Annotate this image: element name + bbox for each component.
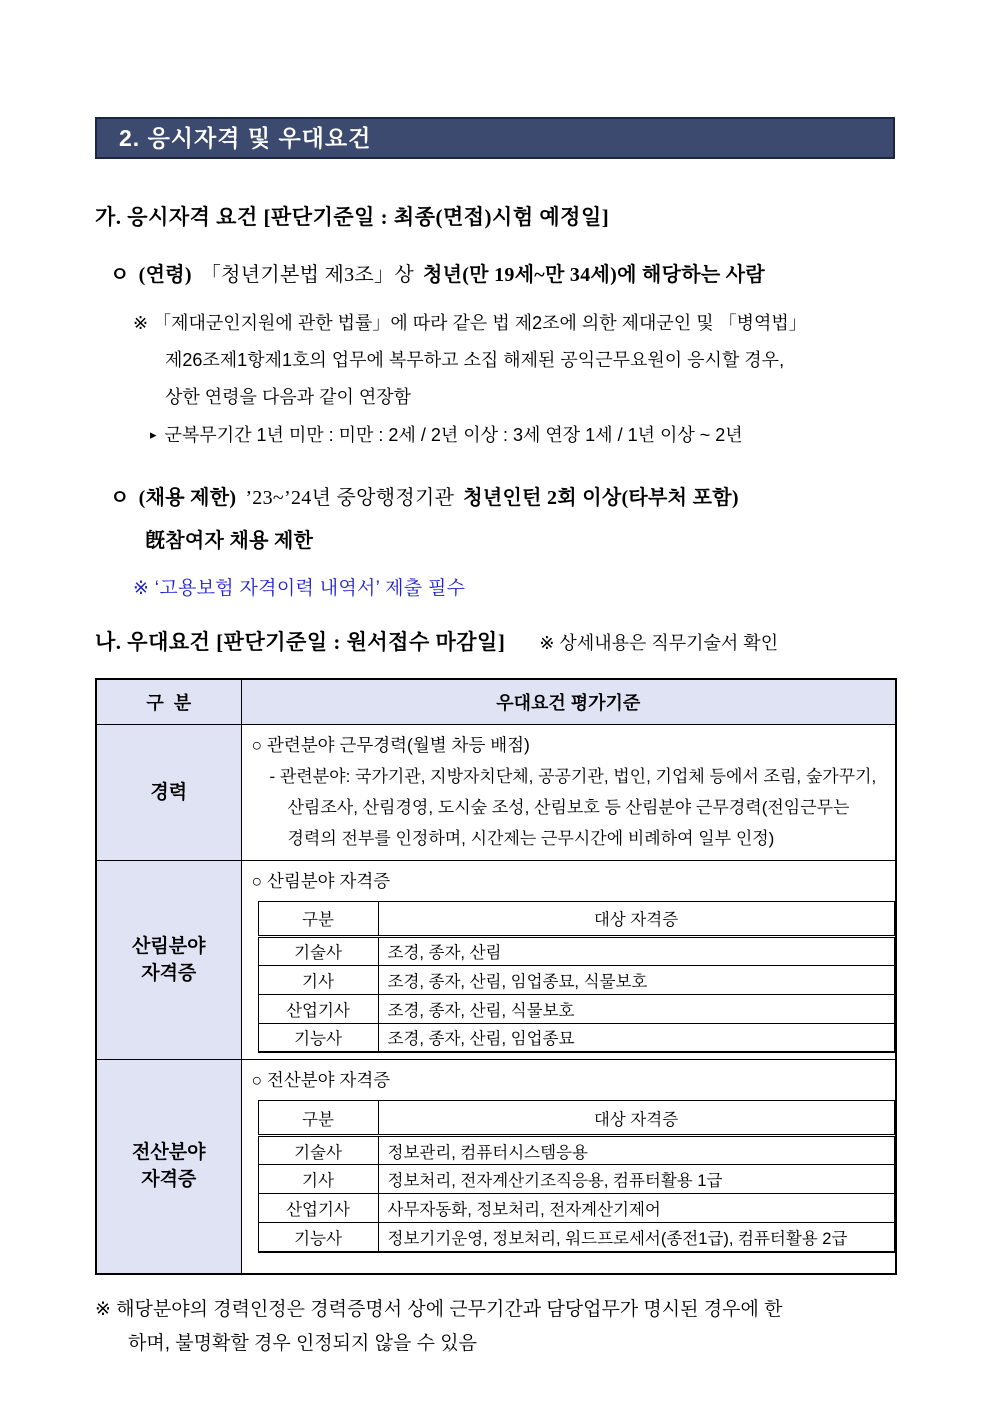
cert-list: 조경, 종자, 산림, 임업종묘, 식물보호 [378, 965, 894, 994]
career-detail-line-2: 산림조사, 산림경영, 도시숲 조성, 산림보호 등 산림분야 근무경력(전임근무는 [287, 797, 850, 817]
hiring-restriction-item [110, 481, 895, 510]
age-text: 「청년기본법 제3조」상 [200, 264, 414, 286]
cert-row [258, 1136, 894, 1165]
job-description-side-note: ※ 상세내용은 직무기술서 확인 [539, 633, 779, 653]
career-detail-line-3: 경력의 전부를 인정하며, 시간제는 근무시간에 비례하여 일부 인정) [287, 828, 775, 848]
military-extension-text: 군복무기간 1년 미만 : 미만 : 2세 / 2년 이상 : 3세 연장 1세 / 1년 이상 ~ 2년 [164, 425, 743, 445]
age-requirement-item [110, 258, 895, 287]
subsection-b-text: 나. 우대요건 [판단기준일 : 원서접수 마감일] [95, 630, 506, 654]
forestry-category-cell [96, 860, 241, 1060]
cert-list: 정보기기운영, 정보처리, 워드프로세서(종전1급), 컴퓨터활용 2급 [378, 1223, 894, 1252]
cert-type: 기능사 [258, 1223, 378, 1252]
subsection-b-title [95, 626, 895, 656]
cert-type: 기사 [258, 1165, 378, 1194]
cert-row [258, 994, 894, 1023]
cert-type: 산업기사 [258, 994, 378, 1023]
section-title: 2. 응시자격 및 우대요건 [119, 125, 372, 151]
cert-row [258, 1165, 894, 1194]
career-recognition-footnote [95, 1293, 895, 1361]
age-label: (연령) [138, 264, 192, 286]
computing-heading: ○ 전산분야 자격증 [251, 1070, 391, 1090]
hiring-restriction-line-2: 旣참여자 채용 제한 [145, 530, 314, 552]
cert-list: 정보관리, 컴퓨터시스템응용 [378, 1136, 894, 1165]
computing-category-cell [96, 1060, 241, 1274]
cert-row [258, 965, 894, 994]
military-note-line-1 [133, 305, 895, 342]
table-row-computing-certs [96, 1060, 896, 1274]
preference-criteria-table [95, 678, 897, 1275]
subsection-a-title: 가. 응시자격 요건 [판단기준일 : 최종(면접)시험 예정일] [95, 205, 610, 229]
restriction-text: ’23~’24년 중앙행정기관 [245, 487, 455, 509]
cert-type: 기술사 [258, 1136, 378, 1165]
inner-header-row [258, 1101, 894, 1136]
cert-type: 기능사 [258, 1023, 378, 1052]
career-heading: ○ 관련분야 근무경력(월별 차등 배점) [251, 734, 530, 755]
career-criteria-cell [241, 724, 896, 860]
column-header-criteria: 우대요건 평가기준 [241, 679, 896, 724]
bullet-circle: ㅇ [110, 264, 130, 286]
cert-type: 산업기사 [258, 1194, 378, 1223]
military-note-text-1: 「제대군인지원에 관한 법률」에 따라 같은 법 제2조에 의한 제대군인 및 「병역법」 [153, 313, 807, 333]
career-detail [248, 761, 890, 854]
cert-type: 기술사 [258, 936, 378, 965]
column-header-category: 구 분 [96, 679, 241, 724]
forestry-category-line1: 산림분야 [132, 935, 206, 957]
cert-type-header: 구분 [258, 901, 378, 936]
career-category-cell: 경력 [96, 724, 241, 860]
restriction-text-bold: 청년인턴 2회 이상(타부처 포함) [463, 487, 739, 509]
forestry-criteria-cell [241, 860, 896, 1060]
bullet-circle: ㅇ [110, 487, 130, 509]
footnote-line-1: ※ 해당분야의 경력인정은 경력증명서 상에 근무기간과 담당업무가 명시된 경우에 한 [95, 1298, 783, 1320]
cert-target-header: 대상 자격증 [378, 1101, 894, 1136]
computing-cert-table [258, 1100, 895, 1253]
reference-marker: ※ [133, 313, 149, 333]
military-note-line-3: 상한 연령을 다음과 같이 연장함 [165, 387, 412, 407]
military-service-note [133, 305, 895, 454]
age-text-bold: 청년(만 19세~만 34세)에 해당하는 사람 [422, 264, 766, 286]
computing-category-line1: 전산분야 [132, 1142, 206, 1164]
cert-row [258, 936, 894, 965]
forestry-category-line2: 자격증 [141, 962, 197, 984]
cert-list: 사무자동화, 정보처리, 전자계산기제어 [378, 1194, 894, 1223]
section-title-bar [95, 117, 895, 159]
cert-row [258, 1223, 894, 1252]
cert-list: 조경, 종자, 산림, 임업종묘 [378, 1023, 894, 1052]
computing-category-line2: 자격증 [141, 1169, 197, 1191]
military-note-line-2: 제26조제1항제1호의 업무에 복무하고 소집 해제된 공익근무요원이 응시할 경우, [165, 350, 785, 370]
triangle-bullet-icon: ▸ [150, 427, 157, 442]
military-extension-rule [150, 416, 895, 454]
inner-header-row [258, 901, 894, 936]
footnote-line-2: 하며, 불명확할 경우 인정되지 않을 수 있음 [128, 1332, 477, 1354]
cert-list: 조경, 종자, 산림, 식물보호 [378, 994, 894, 1023]
computing-criteria-cell [241, 1060, 896, 1274]
cert-target-header: 대상 자격증 [378, 901, 894, 936]
cert-row [258, 1023, 894, 1052]
cert-row [258, 1194, 894, 1223]
table-row-career [96, 724, 896, 860]
cert-list: 조경, 종자, 산림 [378, 936, 894, 965]
cert-list: 정보처리, 전자계산기조직응용, 컴퓨터활용 1급 [378, 1165, 894, 1194]
restriction-label: (채용 제한) [138, 487, 237, 509]
cert-type: 기사 [258, 965, 378, 994]
career-detail-line-1: - 관련분야: 국가기관, 지방자치단체, 공공기관, 법인, 기업체 등에서 조림, 숲가꾸기, [269, 766, 877, 786]
table-row-forestry-certs [96, 860, 896, 1060]
cert-type-header: 구분 [258, 1101, 378, 1136]
forestry-heading: ○ 산림분야 자격증 [251, 870, 391, 891]
employment-insurance-note: ※ ‘고용보험 자격이력 내역서’ 제출 필수 [133, 578, 466, 599]
forestry-cert-table [258, 901, 895, 1054]
table-header-row [96, 679, 896, 724]
